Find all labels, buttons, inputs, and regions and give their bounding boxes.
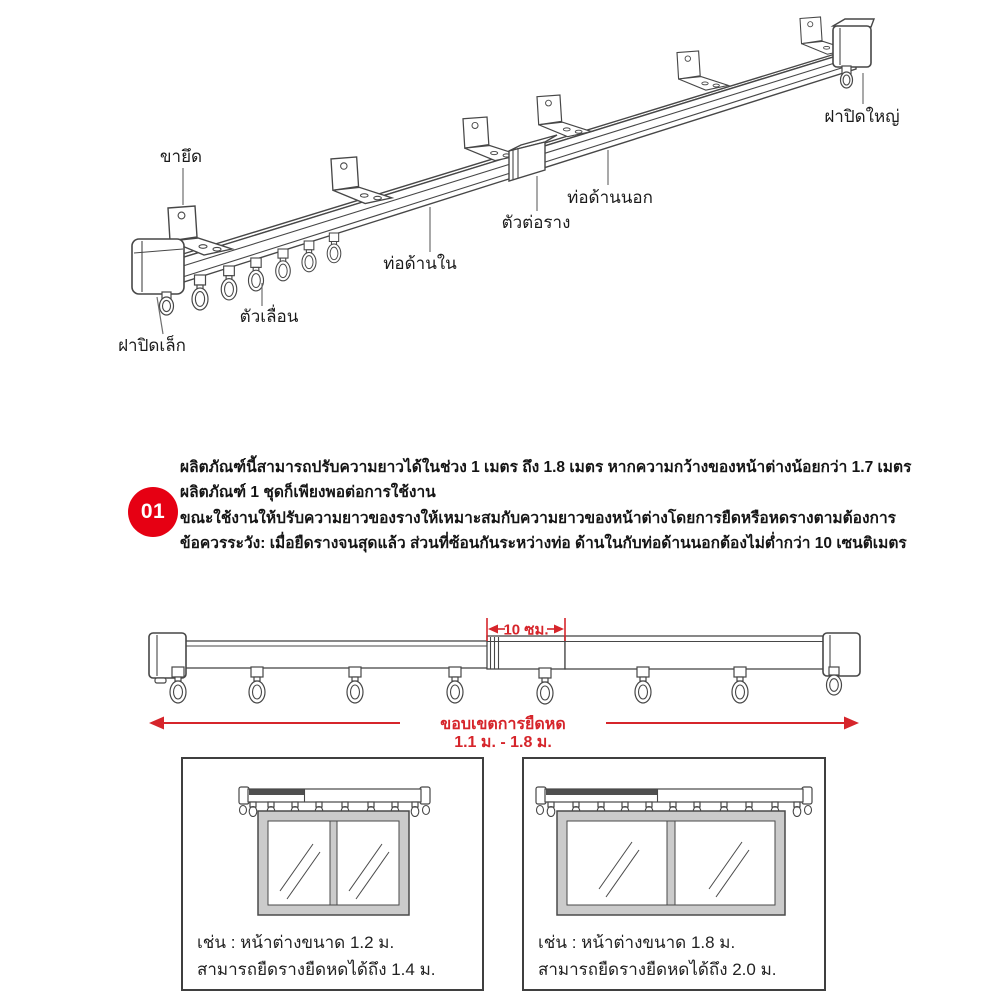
- top-diagram: [0, 0, 1000, 445]
- range-label: ขอบเขตการยืดหด: [440, 716, 566, 733]
- glider-hook: [170, 667, 186, 703]
- label-outer-tube: ท่อด้านนอก: [567, 188, 653, 207]
- range-right-arrowhead: [844, 717, 859, 730]
- instruction-line: ข้อควรระวัง: เมื่อยืดรางจนสุดแล้ว ส่วนที่ซ้อนกันระหว่างท่อ ด้านในกับท่อด้านนอกต้องไม่ต่ำกว่า 10 เซนติเมตร: [180, 535, 907, 553]
- mounting-bracket: [677, 51, 728, 90]
- example-box-large: [522, 757, 826, 991]
- glider-hook: [302, 241, 316, 272]
- example-caption-line1: เช่น : หน้าต่างขนาด 1.2 ม.: [197, 933, 395, 952]
- glider-hook: [276, 249, 291, 281]
- window-illustration: [258, 811, 409, 915]
- glider-hook: [347, 667, 363, 703]
- extension-rail: [153, 636, 826, 669]
- instruction-line: ขณะใช้งานให้ปรับความยาวของรางให้เหมาะสมกับความยาวของหน้าต่างโดยการยืดหรือหดรางตามต้องการ: [180, 509, 896, 527]
- mounting-bracket: [537, 95, 591, 137]
- glider-hook: [327, 233, 341, 263]
- instruction-line: ผลิตภัณฑ์นี้สามารถปรับความยาวได้ในช่วง 1 เมตร ถึง 1.8 เมตร หากความกว้างของหน้าต่างน้อยกว่า 1.7 เมตร: [180, 459, 912, 476]
- step-number-badge: [128, 487, 178, 537]
- extension-glider-hooks: [170, 667, 748, 704]
- range-value: 1.1 ม. - 1.8 ม.: [454, 734, 552, 751]
- step-number: 01: [140, 500, 166, 523]
- overlap-label: 10 ซม.: [503, 621, 549, 639]
- glider-hook: [635, 667, 651, 703]
- glider-hook: [248, 258, 263, 291]
- label-inner-tube: ท่อด้านใน: [383, 254, 457, 273]
- example-small-illustration: [183, 759, 482, 924]
- example-caption-line2: สามารถยืดรางยืดหดได้ถึง 2.0 ม.: [538, 960, 777, 979]
- large-end-cap: [833, 19, 874, 88]
- mounting-bracket: [331, 157, 392, 204]
- instruction-line: ผลิตภัณฑ์ 1 ชุดก็เพียงพอต่อการใช้งาน: [180, 484, 436, 502]
- instruction-section: [180, 455, 920, 557]
- example-caption-line1: เช่น : หน้าต่างขนาด 1.8 ม.: [538, 933, 736, 952]
- label-large-end-cap: ฝาปิดใหญ่: [824, 107, 900, 126]
- extension-right-end-cap: [823, 633, 860, 695]
- glider-hook: [537, 668, 553, 704]
- label-bracket: ขายึด: [159, 147, 203, 166]
- window-illustration: [557, 811, 785, 915]
- example-large-illustration: [524, 759, 824, 924]
- glider-hook: [732, 667, 748, 703]
- right-arrowhead: [554, 625, 564, 634]
- glider-hook: [249, 667, 265, 703]
- extension-diagram: [0, 600, 1000, 770]
- glider-hook: [192, 275, 208, 310]
- left-arrowhead: [488, 625, 498, 634]
- range-left-arrowhead: [149, 717, 164, 730]
- label-small-end-cap: ฝาปิดเล็ก: [118, 336, 186, 355]
- label-rail-connector: ตัวต่อราง: [501, 213, 571, 232]
- glider-hook: [221, 266, 237, 300]
- label-glider: ตัวเลื่อน: [239, 307, 299, 326]
- example-caption-line2: สามารถยืดรางยืดหดได้ถึง 1.4 ม.: [197, 960, 436, 979]
- glider-hook: [447, 667, 463, 703]
- example-box-small: [181, 757, 484, 991]
